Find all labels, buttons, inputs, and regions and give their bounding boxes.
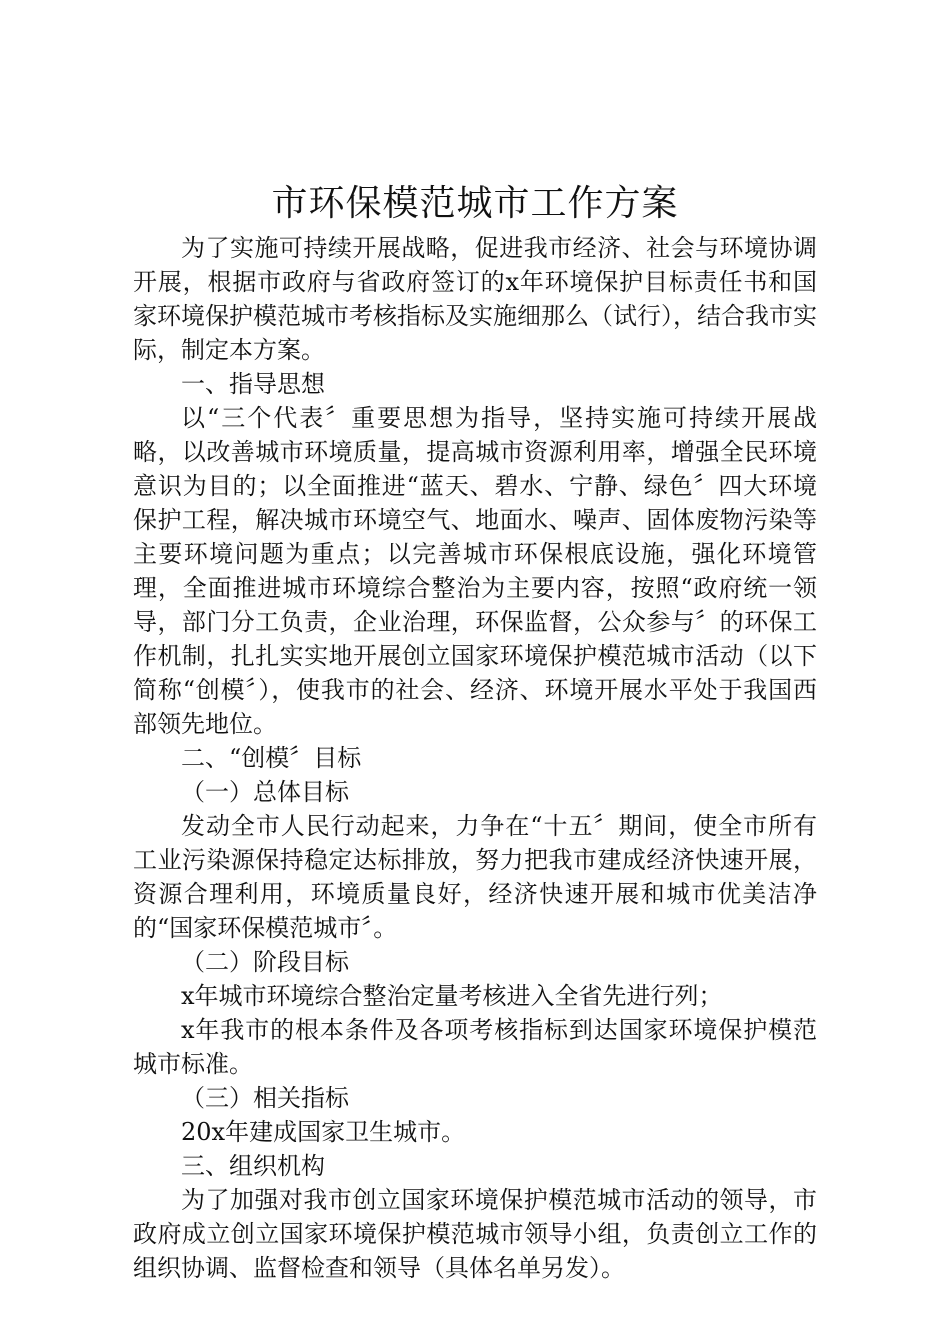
document-title: 市环保模范城市工作方案	[271, 183, 679, 224]
stage-goal-item-1: x年城市环境综合整治定量考核进入全省先进行列；	[181, 982, 723, 1010]
section-heading-organization: 三、组织机构	[181, 1152, 325, 1180]
subheading-overall-goal: （一）总体目标	[181, 778, 349, 806]
intro-paragraph: 为了实施可持续开展战略，促进我市经济、社会与环境协调开展，根据市政府与省政府签订的x年环境保护目标责任书和国家环境保护模范城市考核指标及实施细那么（试行），结合我市实际，制定本方案。	[133, 234, 817, 364]
organization-paragraph: 为了加强对我市创立国家环境保护模范城市活动的领导，市政府成立创立国家环境保护模范城市领导小组，负责创立工作的组织协调、监督检查和领导（具体名单另发）。	[133, 1186, 817, 1282]
related-indicator-item: 20x年建成国家卫生城市。	[181, 1118, 466, 1146]
guiding-ideology-paragraph: 以“三个代表〞重要思想为指导，坚持实施可持续开展战略，以改善城市环境质量，提高城市资源利用率，增强全民环境意识为目的；以全面推进“蓝天、碧水、宁静、绿色〞四大环境保护工程，解决城市环境空气、地面水、噪声、固体废物污染等主要环境问题为重点；以完善城市环保根底设施，强化环境管理，全面推进城市环境综合整治为主要内容，按照“政府统一领导，部门分工负责，企业治理，环保监督，公众参与〞的环保工作机制，扎扎实实地开展创立国家环境保护模范城市活动（以下简称“创模〞），使我市的社会、经济、环境开展水平处于我国西部领先地位。	[133, 404, 817, 738]
overall-goal-paragraph: 发动全市人民行动起来，力争在“十五〞期间，使全市所有工业污染源保持稳定达标排放，努力把我市建成经济快速开展，资源合理利用，环境质量良好，经济快速开展和城市优美洁净的“国家环保模范城市〞。	[133, 812, 817, 942]
section-heading-guiding-ideology: 一、指导思想	[181, 370, 325, 398]
section-heading-goals: 二、“创模〞目标	[181, 744, 362, 772]
subheading-stage-goals: （二）阶段目标	[181, 948, 349, 976]
subheading-related-indicators: （三）相关指标	[181, 1084, 349, 1112]
stage-goal-item-2: x年我市的根本条件及各项考核指标到达国家环境保护模范城市标准。	[133, 1016, 817, 1078]
document-body	[133, 231, 817, 1285]
